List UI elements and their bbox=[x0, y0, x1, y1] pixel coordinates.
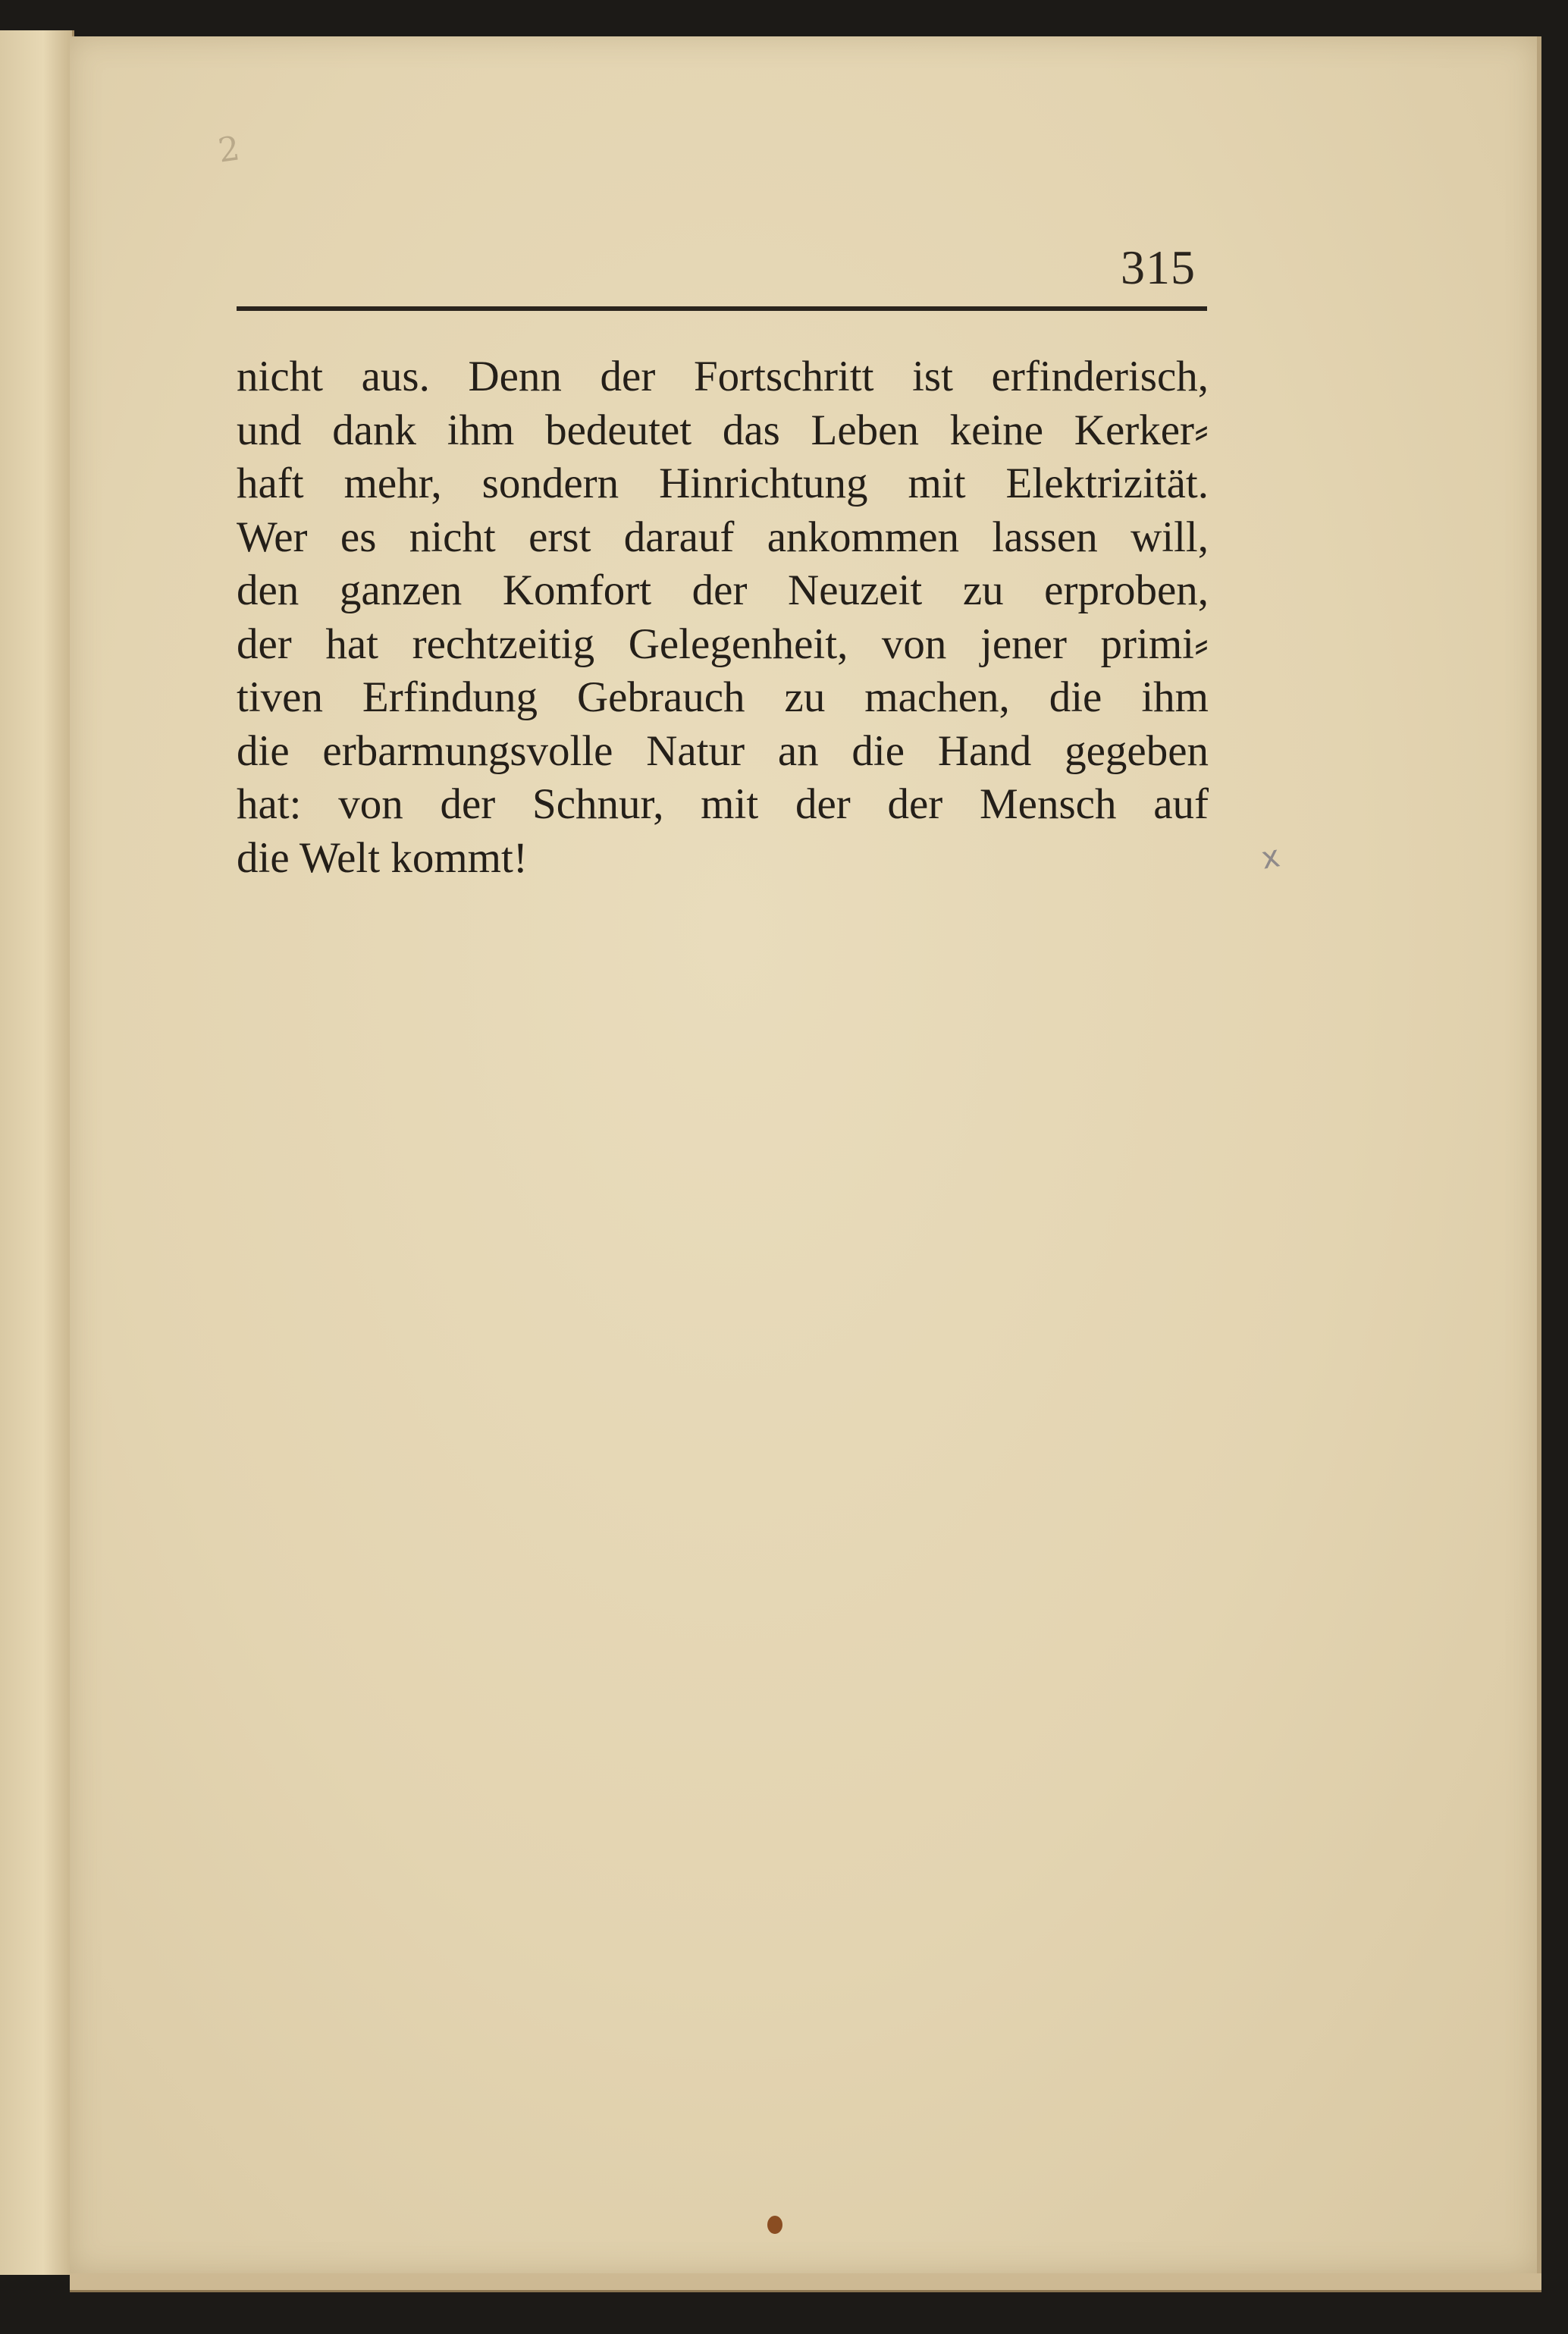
text-line: der hat rechtzeitig Gelegenheit, von jener primi⸗ bbox=[237, 620, 1209, 668]
pencil-margin-mark: x bbox=[1259, 839, 1283, 877]
text-line: nicht aus. Denn der Fortschritt ist erfinderisch, bbox=[237, 353, 1209, 400]
text-line: Wer es nicht erst darauf ankommen lassen will, bbox=[237, 513, 1209, 561]
header-rule bbox=[237, 306, 1207, 311]
text-line: tiven Erfindung Gebrauch zu machen, die ihm bbox=[237, 673, 1209, 721]
text-line: die erbarmungsvolle Natur an die Hand gegeben bbox=[237, 726, 1209, 775]
text-line: die Welt kommt! bbox=[237, 833, 528, 882]
body-text bbox=[237, 350, 1209, 885]
page-number: 315 bbox=[1121, 240, 1196, 294]
left-page-edge bbox=[0, 30, 74, 2275]
pencil-annotation-top: 2 bbox=[215, 129, 243, 171]
text-line: haft mehr, sondern Hinrichtung mit Elektrizität. bbox=[237, 460, 1209, 507]
text-line: und dank ihm bedeutet das Leben keine Kerker⸗ bbox=[237, 406, 1209, 454]
page-bottom-edge bbox=[70, 2273, 1541, 2292]
text-line: den ganzen Komfort der Neuzeit zu erproben, bbox=[237, 566, 1209, 614]
text-line: hat: von der Schnur, mit der der Mensch auf bbox=[237, 780, 1209, 828]
ink-stain bbox=[767, 2216, 782, 2234]
